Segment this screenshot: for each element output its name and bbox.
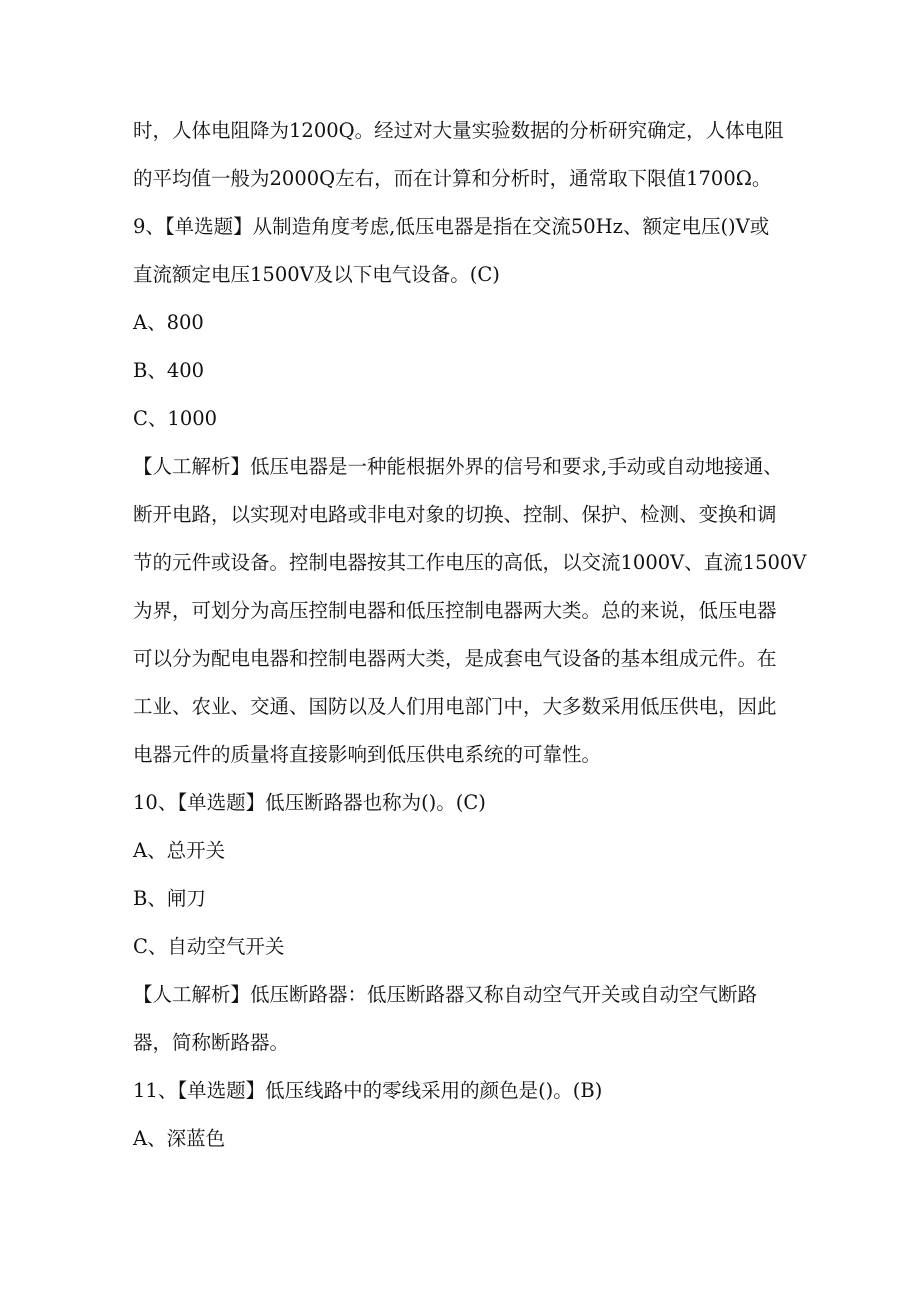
question-9-option-a: A、800 xyxy=(133,311,204,334)
question-10-option-c: C、自动空气开关 xyxy=(133,935,285,958)
question-9-analysis: 断开电路，以实现对电路或非电对象的切换、控制、保护、检测、变换和调 xyxy=(133,503,777,526)
question-9-analysis: 可以分为配电电器和控制电器两大类，是成套电气设备的基本组成元件。在 xyxy=(133,647,777,670)
question-9-analysis: 为界，可划分为高压控制电器和低压控制电器两大类。总的来说，低压电器 xyxy=(133,599,777,622)
question-10-stem: 10、【单选题】低压断路器也称为()。(C) xyxy=(133,791,486,814)
question-11-stem: 11、【单选题】低压线路中的零线采用的颜色是()。(B) xyxy=(133,1079,603,1102)
question-9-analysis: 工业、农业、交通、国防以及人们用电部门中，大多数采用低压供电，因此 xyxy=(133,695,777,718)
paragraph-line: 的平均值一般为2000Q左右，而在计算和分析时，通常取下限值1700Ω。 xyxy=(133,167,772,190)
question-9-option-b: B、400 xyxy=(133,359,205,382)
question-9-analysis: 节的元件或设备。控制电器按其工作电压的高低，以交流1000V、直流1500V xyxy=(133,551,807,574)
question-11-option-a: A、深蓝色 xyxy=(133,1127,226,1150)
question-9-stem: 直流额定电压1500V及以下电气设备。(C) xyxy=(133,263,500,286)
question-9-analysis: 电器元件的质量将直接影响到低压供电系统的可靠性。 xyxy=(133,743,602,766)
question-10-option-a: A、总开关 xyxy=(133,839,226,862)
paragraph-line: 时，人体电阻降为1200Q。经过对大量实验数据的分析研究确定，人体电阻 xyxy=(133,119,784,142)
question-9-stem: 9、【单选题】从制造角度考虑,低压电器是指在交流50Hz、额定电压()V或 xyxy=(133,215,770,238)
question-10-analysis: 【人工解析】低压断路器：低压断路器又称自动空气开关或自动空气断路 xyxy=(133,983,758,1006)
question-9-option-c: C、1000 xyxy=(133,407,218,430)
question-10-analysis: 器，简称断路器。 xyxy=(133,1031,290,1054)
question-9-analysis: 【人工解析】低压电器是一种能根据外界的信号和要求,手动或自动地接通、 xyxy=(133,455,783,478)
question-10-option-b: B、闸刀 xyxy=(133,887,206,910)
